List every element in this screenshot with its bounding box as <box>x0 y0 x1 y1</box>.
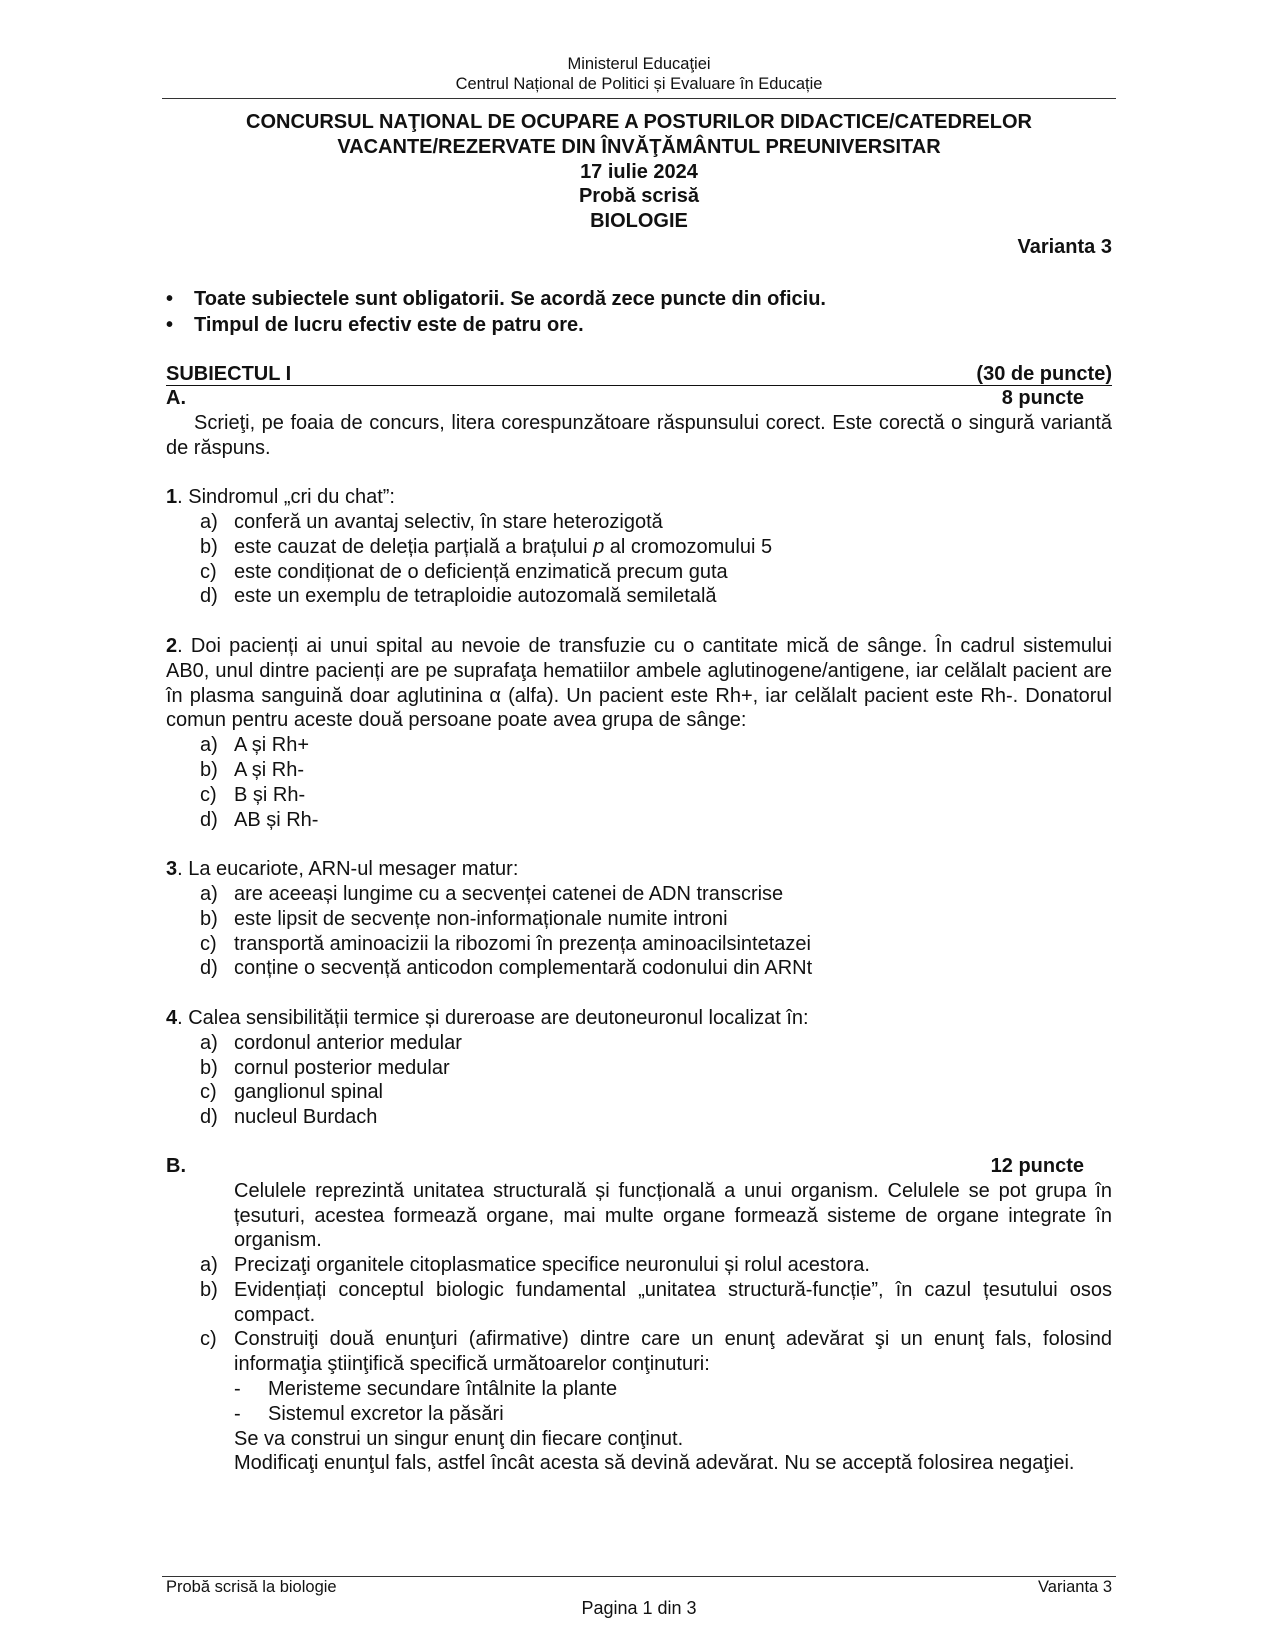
task-text: Construiţi două enunţuri (afirmative) dintre care un enunţ adevărat şi un enunţ fals, folosind informaţia ştiinţifică specifică următoarelor conţinuturi: <box>234 1328 1112 1376</box>
question-text <box>166 857 1112 882</box>
question <box>166 485 1112 609</box>
option-letter: d) <box>200 585 218 608</box>
part-a-intro: Scrieţi, pe foaia de concurs, litera corespunzătoare răspunsului corect. Este corectă o singură variantă de răspuns. <box>166 411 1112 459</box>
exam-title <box>166 110 1112 234</box>
center-name: Centrul Național de Politici și Evaluare în Educație <box>455 75 823 93</box>
option-letter: a) <box>200 1031 218 1054</box>
part-b-heading <box>166 1154 1112 1179</box>
question-number: 4 <box>166 1006 178 1029</box>
part-b-intro: Celulele reprezintă unitatea structurală și funcțională a unui organism. Celulele se pot grupa în țesuturi, acestea formează organe, mai multe organe formează sisteme de organe integrate în organism. <box>234 1179 1112 1252</box>
option-letter: a) <box>200 510 218 533</box>
question-stem: . Sindromul „cri du chat”: <box>177 486 395 509</box>
option-letter: b) <box>200 535 218 558</box>
answer-option <box>166 956 1112 981</box>
option-letter: c) <box>200 932 217 955</box>
task-letter: c) <box>200 1328 217 1351</box>
option-text: este lipsit de secvențe non-informaționale numite introni <box>234 907 728 930</box>
page-number: Pagina 1 din 3 <box>581 1598 697 1618</box>
part-a-label: A. <box>166 387 186 409</box>
instructions-list <box>166 286 826 338</box>
option-text: este cauzat de deleția parțială a brațului p al cromozomului 5 <box>234 535 773 558</box>
topic-text: Meristeme secundare întâlnite la plante <box>268 1378 618 1401</box>
task-text: Evidențiați conceptul biologic fundamental „unitatea structură-funcție”, în cazul țesutului osos compact. <box>234 1278 1112 1326</box>
part-a-points: 8 puncte <box>1001 387 1084 409</box>
answer-option <box>166 510 1112 535</box>
option-text: este condiționat de o deficiență enzimatică precum guta <box>234 560 728 583</box>
title-line-1: CONCURSUL NAŢIONAL DE OCUPARE A POSTURILOR DIDACTICE/CATEDRELOR <box>246 111 1032 133</box>
question-text <box>166 1006 1112 1031</box>
question-stem: . Doi pacienți ai unui spital au nevoie de transfuzie cu o cantitate mică de sânge. În cadrul sistemului AB0, unul dintre pacienți are pe suprafaţa hematiilor ambele aglutinogene/antigene, iar celălalt pacient are în plasma sanguină doar aglutinina α (alfa). Un pacient este Rh+, iar celălalt pacient este Rh-. Donatorul comun pentru aceste două persoane poate avea grupa de sânge: <box>166 634 1112 732</box>
option-letter: c) <box>200 1081 217 1104</box>
task-item <box>166 1278 1112 1328</box>
answer-option <box>166 783 1112 808</box>
task-item <box>166 1327 1112 1377</box>
option-letter: b) <box>200 907 218 930</box>
exam-date: 17 iulie 2024 <box>580 160 698 183</box>
subject-1-heading <box>166 362 1112 386</box>
header-divider <box>162 98 1116 99</box>
answer-option <box>166 733 1112 758</box>
task-text: Precizaţi organitele citoplasmatice specifice neuronului și rolul acestora. <box>234 1254 870 1277</box>
ministry-name: Ministerul Educaţiei <box>567 55 711 73</box>
answer-option <box>166 584 1112 609</box>
answer-option <box>166 1105 1112 1130</box>
option-text: conferă un avantaj selectiv, în stare heterozigotă <box>234 510 663 533</box>
answer-option <box>166 907 1112 932</box>
exam-body <box>166 362 1112 1476</box>
title-line-2: VACANTE/REZERVATE DIN ÎNVĂŢĂMÂNTUL PREUNIVERSITAR <box>337 135 941 158</box>
page-header <box>166 54 1112 94</box>
option-text: este un exemplu de tetraploidie autozomală semiletală <box>234 585 717 608</box>
option-text: A și Rh+ <box>234 734 310 757</box>
option-text: transportă aminoacizii la ribozomi în prezența aminoacilsintetazei <box>234 932 811 955</box>
answer-option <box>166 882 1112 907</box>
option-text: cordonul anterior medular <box>234 1031 462 1054</box>
question <box>166 634 1112 832</box>
footer-divider <box>162 1576 1116 1577</box>
option-text: conține o secvență anticodon complementară codonului din ARNt <box>234 957 813 980</box>
answer-option <box>166 1031 1112 1056</box>
option-letter: d) <box>200 957 218 980</box>
option-letter: a) <box>200 882 218 905</box>
question-stem: . Calea sensibilității termice și dureroase are deutoneuronul localizat în: <box>177 1006 809 1029</box>
question-text <box>166 634 1112 733</box>
question-number: 1 <box>166 486 178 509</box>
question-number: 2 <box>166 634 178 657</box>
task-item <box>166 1253 1112 1278</box>
option-text: ganglionul spinal <box>234 1081 384 1104</box>
answer-option <box>166 758 1112 783</box>
subject-label: SUBIECTUL I <box>166 363 292 385</box>
answer-option <box>166 1080 1112 1105</box>
option-text: are aceeași lungime cu a secvenței catenei de ADN transcrise <box>234 882 784 905</box>
option-text: AB și Rh- <box>234 808 319 831</box>
variant-label: Varianta 3 <box>1017 236 1112 258</box>
part-b-topics <box>166 1377 1112 1427</box>
topic-dash: - <box>234 1378 241 1401</box>
option-letter: c) <box>200 783 217 806</box>
option-letter: c) <box>200 560 217 583</box>
option-letter: b) <box>200 1056 218 1079</box>
answer-option <box>166 535 1112 560</box>
task-letter: b) <box>200 1278 218 1301</box>
answer-option <box>166 808 1112 833</box>
topic-item <box>166 1377 1112 1402</box>
footer-left: Probă scrisă la biologie <box>166 1578 337 1596</box>
exam-subject: BIOLOGIE <box>590 210 688 233</box>
part-b-points: 12 puncte <box>990 1154 1084 1177</box>
option-text: A și Rh- <box>234 758 305 781</box>
footer-right: Varianta 3 <box>1038 1578 1112 1596</box>
exam-type: Probă scrisă <box>578 185 700 208</box>
answer-option <box>166 932 1112 957</box>
option-letter: d) <box>200 808 218 831</box>
question <box>166 857 1112 981</box>
answer-option <box>166 1056 1112 1081</box>
part-b-label: B. <box>166 1154 186 1177</box>
question <box>166 1006 1112 1130</box>
option-letter: d) <box>200 1106 218 1129</box>
option-text: cornul posterior medular <box>234 1056 450 1079</box>
part-b-items <box>166 1253 1112 1377</box>
instruction-item: • Timpul de lucru efectiv este de patru ore. <box>166 312 826 338</box>
topic-item <box>166 1402 1112 1427</box>
topic-text: Sistemul excretor la păsări <box>268 1402 504 1425</box>
question-text <box>166 485 1112 510</box>
option-letter: b) <box>200 758 218 781</box>
topic-dash: - <box>234 1402 241 1425</box>
question-number: 3 <box>166 858 178 881</box>
answer-option <box>166 560 1112 585</box>
task-letter: a) <box>200 1254 218 1277</box>
option-letter: a) <box>200 734 218 757</box>
part-b-note-2: Modificaţi enunţul fals, astfel încât acesta să devină adevărat. Nu se acceptă folosirea negaţiei. <box>234 1452 1075 1475</box>
subject-points: (30 de puncte) <box>976 363 1112 385</box>
option-text: nucleul Burdach <box>234 1106 378 1129</box>
part-b-note-1: Se va construi un singur enunţ din fiecare conţinut. <box>234 1427 684 1450</box>
option-text: B și Rh- <box>234 783 306 806</box>
question-stem: . La eucariote, ARN-ul mesager matur: <box>177 858 519 881</box>
instruction-item: • Toate subiectele sunt obligatorii. Se acordă zece puncte din oficiu. <box>166 286 826 312</box>
questions-list <box>166 485 1112 1130</box>
part-a-heading <box>166 386 1112 411</box>
